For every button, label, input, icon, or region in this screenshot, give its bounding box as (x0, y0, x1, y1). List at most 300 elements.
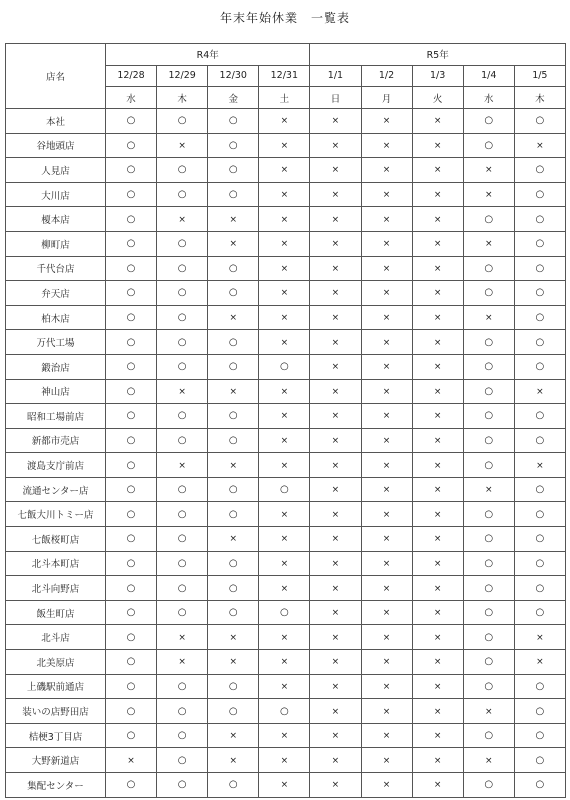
closed-mark: × (433, 239, 442, 250)
open-mark: ○ (228, 705, 238, 717)
closed-mark-cell (259, 748, 310, 773)
store-name-cell: 新都市売店 (6, 428, 106, 453)
closed-mark: × (229, 386, 237, 397)
closed-mark: × (382, 657, 391, 668)
closed-mark-cell (310, 305, 361, 330)
closed-mark: × (229, 460, 237, 471)
closed-mark: × (382, 608, 391, 619)
closed-mark: × (127, 755, 135, 766)
open-mark-cell (463, 625, 514, 650)
closed-mark-cell (208, 453, 259, 478)
open-mark-cell (157, 699, 208, 724)
open-mark: ○ (535, 705, 545, 717)
table-row (6, 625, 566, 650)
table-row (6, 723, 566, 748)
open-mark: ○ (228, 434, 238, 446)
closed-mark-cell (412, 404, 463, 429)
open-mark: ○ (177, 238, 187, 250)
table-row (6, 256, 566, 281)
table-row (6, 305, 566, 330)
table-row (6, 551, 566, 576)
open-mark: ○ (228, 361, 238, 373)
closed-mark: × (433, 583, 442, 594)
open-mark: ○ (484, 779, 494, 791)
store-name-cell: 北美原店 (6, 650, 106, 675)
closed-mark-cell (310, 158, 361, 183)
open-mark: ○ (484, 730, 494, 742)
open-mark-cell (463, 551, 514, 576)
closed-mark: × (280, 460, 289, 471)
closed-mark-cell (259, 625, 310, 650)
closed-mark: × (484, 755, 493, 766)
store-name-cell: 集配センター (6, 773, 106, 798)
closed-mark-cell (310, 600, 361, 625)
weekday-header: 水 (106, 87, 157, 109)
open-mark: ○ (535, 533, 545, 545)
weekday-header: 水 (463, 87, 514, 109)
closed-mark: × (280, 288, 289, 299)
open-mark: ○ (484, 680, 494, 692)
closed-mark-cell (310, 231, 361, 256)
closed-mark-cell (361, 625, 412, 650)
open-mark: ○ (126, 779, 136, 791)
closed-mark: × (536, 460, 544, 471)
table-row (6, 330, 566, 355)
open-mark: ○ (177, 705, 187, 717)
open-mark-cell (514, 502, 565, 527)
closed-mark: × (178, 214, 186, 225)
open-mark: ○ (535, 779, 545, 791)
closed-mark: × (433, 140, 442, 151)
closed-mark: × (280, 435, 289, 446)
closed-mark: × (536, 632, 544, 643)
open-mark: ○ (177, 189, 187, 201)
store-name-header: 店名 (6, 44, 106, 109)
open-mark-cell (157, 773, 208, 798)
open-mark: ○ (177, 754, 187, 766)
closed-mark-cell (310, 551, 361, 576)
closed-mark-cell (310, 354, 361, 379)
closed-mark: × (280, 116, 289, 127)
closed-mark: × (280, 386, 289, 397)
store-name-cell: 柳町店 (6, 231, 106, 256)
open-mark-cell (514, 773, 565, 798)
closed-mark: × (331, 558, 340, 569)
closed-mark: × (280, 239, 289, 250)
table-row (6, 207, 566, 232)
open-mark-cell (106, 625, 157, 650)
closed-mark-cell (208, 305, 259, 330)
open-mark-cell (106, 182, 157, 207)
weekday-header: 木 (514, 87, 565, 109)
closed-mark-cell (361, 330, 412, 355)
open-mark: ○ (126, 705, 136, 717)
closed-mark-cell (310, 108, 361, 133)
open-mark: ○ (228, 484, 238, 496)
closed-mark: × (229, 313, 237, 324)
closed-mark-cell (463, 748, 514, 773)
open-mark-cell (106, 576, 157, 601)
open-mark: ○ (177, 336, 187, 348)
closed-mark-cell (514, 650, 565, 675)
open-mark: ○ (484, 262, 494, 274)
open-mark: ○ (535, 680, 545, 692)
closed-mark-cell (208, 748, 259, 773)
closed-mark-cell (310, 502, 361, 527)
closed-mark-cell (259, 551, 310, 576)
closed-mark-cell (361, 723, 412, 748)
open-mark: ○ (535, 434, 545, 446)
closed-mark: × (382, 558, 391, 569)
open-mark-cell (106, 231, 157, 256)
store-name-cell: 神山店 (6, 379, 106, 404)
closed-mark: × (433, 337, 442, 348)
open-mark-cell (157, 330, 208, 355)
closed-mark-cell (259, 182, 310, 207)
closed-mark-cell (310, 773, 361, 798)
table-row (6, 182, 566, 207)
closed-mark-cell (259, 305, 310, 330)
closed-mark: × (331, 165, 340, 176)
closed-mark: × (382, 534, 391, 545)
open-mark: ○ (484, 533, 494, 545)
open-mark-cell (463, 281, 514, 306)
closed-mark-cell (463, 305, 514, 330)
open-mark-cell (463, 330, 514, 355)
closed-mark: × (229, 657, 237, 668)
closed-mark: × (331, 214, 340, 225)
closed-mark-cell (259, 133, 310, 158)
closed-mark-cell (259, 231, 310, 256)
closed-mark: × (331, 313, 340, 324)
closed-mark-cell (463, 231, 514, 256)
open-mark-cell (157, 158, 208, 183)
table-row (6, 674, 566, 699)
open-mark: ○ (126, 361, 136, 373)
open-mark-cell (463, 576, 514, 601)
closed-mark-cell (310, 453, 361, 478)
open-mark-cell (106, 551, 157, 576)
open-mark: ○ (484, 557, 494, 569)
closed-mark: × (433, 313, 442, 324)
closed-mark: × (382, 681, 391, 692)
closed-mark: × (331, 681, 340, 692)
date-header: 1/3 (412, 65, 463, 87)
closed-mark-cell (310, 379, 361, 404)
closed-mark: × (382, 583, 391, 594)
page-title: 年末年始休業 一覧表 (219, 11, 350, 25)
open-mark: ○ (126, 213, 136, 225)
closed-mark-cell (361, 281, 412, 306)
open-mark-cell (157, 305, 208, 330)
table-row (6, 281, 566, 306)
closed-mark-cell (412, 723, 463, 748)
open-mark: ○ (535, 607, 545, 619)
closed-mark: × (433, 780, 442, 791)
closed-mark-cell (514, 625, 565, 650)
open-mark: ○ (228, 115, 238, 127)
closed-mark: × (280, 190, 289, 201)
closed-mark: × (331, 140, 340, 151)
closed-mark-cell (259, 404, 310, 429)
open-mark: ○ (126, 115, 136, 127)
closed-mark: × (280, 583, 289, 594)
closed-mark-cell (361, 477, 412, 502)
open-mark-cell (208, 674, 259, 699)
closed-mark: × (331, 435, 340, 446)
open-mark-cell (106, 600, 157, 625)
closed-mark-cell (412, 699, 463, 724)
closed-mark-cell (310, 650, 361, 675)
open-mark: ○ (177, 607, 187, 619)
closed-mark-cell (310, 527, 361, 552)
closed-mark: × (484, 485, 493, 496)
closed-mark-cell (310, 576, 361, 601)
open-mark: ○ (484, 287, 494, 299)
open-mark: ○ (177, 582, 187, 594)
closed-mark: × (433, 263, 442, 274)
open-mark-cell (106, 477, 157, 502)
open-mark-cell (157, 354, 208, 379)
closed-mark-cell (259, 428, 310, 453)
store-name-cell: 北斗向野店 (6, 576, 106, 601)
closed-mark: × (331, 509, 340, 520)
open-mark: ○ (126, 508, 136, 520)
open-mark: ○ (535, 557, 545, 569)
closed-mark-cell (157, 650, 208, 675)
closed-mark-cell (361, 502, 412, 527)
closed-mark: × (331, 239, 340, 250)
closed-mark-cell (310, 723, 361, 748)
store-name-cell: 飯生町店 (6, 600, 106, 625)
closed-mark: × (229, 239, 237, 250)
open-mark: ○ (279, 361, 289, 373)
open-mark-cell (259, 477, 310, 502)
closed-mark: × (536, 657, 544, 668)
closed-mark: × (382, 706, 391, 717)
open-mark: ○ (177, 484, 187, 496)
closed-mark-cell (412, 256, 463, 281)
open-mark-cell (106, 281, 157, 306)
open-mark-cell (157, 281, 208, 306)
closed-mark: × (433, 116, 442, 127)
open-mark-cell (514, 600, 565, 625)
closed-mark: × (382, 337, 391, 348)
closed-mark-cell (361, 428, 412, 453)
store-name-cell: 人見店 (6, 158, 106, 183)
open-mark-cell (208, 477, 259, 502)
closed-mark-cell (259, 207, 310, 232)
closed-mark-cell (412, 108, 463, 133)
open-mark: ○ (228, 557, 238, 569)
open-mark: ○ (126, 336, 136, 348)
closed-mark: × (280, 509, 289, 520)
table-row (6, 477, 566, 502)
open-mark: ○ (126, 631, 136, 643)
closed-mark-cell (412, 477, 463, 502)
closed-mark-cell (259, 723, 310, 748)
closed-mark-cell (310, 207, 361, 232)
open-mark-cell (463, 453, 514, 478)
open-mark-cell (106, 428, 157, 453)
date-header: 1/2 (361, 65, 412, 87)
closed-mark: × (433, 755, 442, 766)
open-mark-cell (157, 674, 208, 699)
open-mark: ○ (126, 607, 136, 619)
closed-mark: × (280, 780, 289, 791)
open-mark-cell (514, 182, 565, 207)
closed-mark-cell (463, 477, 514, 502)
closed-mark: × (178, 140, 186, 151)
closed-mark: × (484, 165, 493, 176)
open-mark-cell (514, 699, 565, 724)
table-row (6, 354, 566, 379)
open-mark-cell (514, 428, 565, 453)
closed-mark-cell (361, 231, 412, 256)
open-mark-cell (208, 354, 259, 379)
open-mark-cell (514, 305, 565, 330)
closed-mark: × (382, 190, 391, 201)
closed-mark: × (484, 706, 493, 717)
open-mark: ○ (228, 779, 238, 791)
closed-mark-cell (361, 158, 412, 183)
closed-mark-cell (361, 256, 412, 281)
date-header: 12/28 (106, 65, 157, 87)
open-mark-cell (157, 477, 208, 502)
open-mark: ○ (228, 139, 238, 151)
open-mark: ○ (177, 434, 187, 446)
open-mark-cell (208, 330, 259, 355)
closed-mark-cell (310, 330, 361, 355)
open-mark: ○ (177, 287, 187, 299)
closed-mark-cell (259, 502, 310, 527)
store-name-cell: 千代台店 (6, 256, 106, 281)
closed-mark-cell (310, 256, 361, 281)
open-mark: ○ (535, 238, 545, 250)
closed-mark-cell (259, 281, 310, 306)
closed-mark: × (280, 263, 289, 274)
open-mark-cell (514, 723, 565, 748)
closed-mark-cell (259, 158, 310, 183)
closed-mark-cell (310, 477, 361, 502)
open-mark-cell (106, 502, 157, 527)
date-header: 12/31 (259, 65, 310, 87)
closed-mark: × (433, 558, 442, 569)
open-mark: ○ (535, 754, 545, 766)
store-name-cell: 鍛治店 (6, 354, 106, 379)
closed-mark-cell (361, 379, 412, 404)
closed-mark-cell (463, 158, 514, 183)
open-mark-cell (106, 674, 157, 699)
closed-mark-cell (412, 330, 463, 355)
closed-mark: × (229, 632, 237, 643)
open-mark: ○ (484, 213, 494, 225)
open-mark: ○ (177, 410, 187, 422)
open-mark: ○ (535, 361, 545, 373)
closed-mark: × (433, 706, 442, 717)
open-mark: ○ (177, 730, 187, 742)
open-mark: ○ (535, 312, 545, 324)
closed-mark-cell (208, 207, 259, 232)
open-mark: ○ (126, 189, 136, 201)
closed-mark: × (382, 165, 391, 176)
closed-mark: × (382, 362, 391, 373)
closed-mark: × (433, 608, 442, 619)
closed-mark: × (280, 681, 289, 692)
closed-mark-cell (412, 600, 463, 625)
closed-mark-cell (412, 231, 463, 256)
closed-mark: × (382, 435, 391, 446)
open-mark-cell (514, 674, 565, 699)
open-mark-cell (106, 453, 157, 478)
closed-mark-cell (463, 699, 514, 724)
closed-mark-cell (514, 379, 565, 404)
closed-mark-cell (157, 379, 208, 404)
closed-mark: × (433, 435, 442, 446)
closed-mark: × (382, 755, 391, 766)
open-mark-cell (157, 723, 208, 748)
open-mark: ○ (177, 779, 187, 791)
closed-mark-cell (412, 773, 463, 798)
closed-mark: × (229, 534, 237, 545)
open-mark-cell (208, 551, 259, 576)
closed-mark: × (433, 411, 442, 422)
store-name-cell: 谷地頭店 (6, 133, 106, 158)
closed-mark: × (178, 460, 186, 471)
closed-mark-cell (412, 182, 463, 207)
closed-mark: × (382, 632, 391, 643)
closed-mark: × (331, 780, 340, 791)
closed-mark-cell (412, 354, 463, 379)
open-mark-cell (208, 158, 259, 183)
closed-mark: × (433, 731, 442, 742)
closed-mark: × (331, 534, 340, 545)
open-mark-cell (157, 576, 208, 601)
closed-mark-cell (361, 674, 412, 699)
open-mark-cell (514, 281, 565, 306)
closed-mark: × (433, 485, 442, 496)
open-mark-cell (463, 133, 514, 158)
open-mark-cell (106, 158, 157, 183)
closed-mark-cell (361, 748, 412, 773)
open-mark-cell (514, 477, 565, 502)
open-mark: ○ (228, 410, 238, 422)
closed-mark: × (331, 116, 340, 127)
open-mark-cell (208, 182, 259, 207)
date-header: 1/5 (514, 65, 565, 87)
closed-mark-cell (361, 600, 412, 625)
closed-mark-cell (361, 108, 412, 133)
closed-mark-cell (208, 231, 259, 256)
closed-mark-cell (412, 748, 463, 773)
closed-mark-cell (412, 625, 463, 650)
closed-mark: × (331, 731, 340, 742)
closed-mark-cell (310, 748, 361, 773)
closed-mark-cell (412, 453, 463, 478)
closed-mark: × (280, 165, 289, 176)
closed-mark: × (433, 362, 442, 373)
open-mark: ○ (484, 139, 494, 151)
table-row (6, 748, 566, 773)
closed-mark-cell (412, 674, 463, 699)
open-mark: ○ (535, 508, 545, 520)
open-mark-cell (106, 108, 157, 133)
date-header: 1/1 (310, 65, 361, 87)
open-mark: ○ (228, 164, 238, 176)
open-mark: ○ (126, 287, 136, 299)
open-mark-cell (157, 527, 208, 552)
open-mark: ○ (177, 262, 187, 274)
